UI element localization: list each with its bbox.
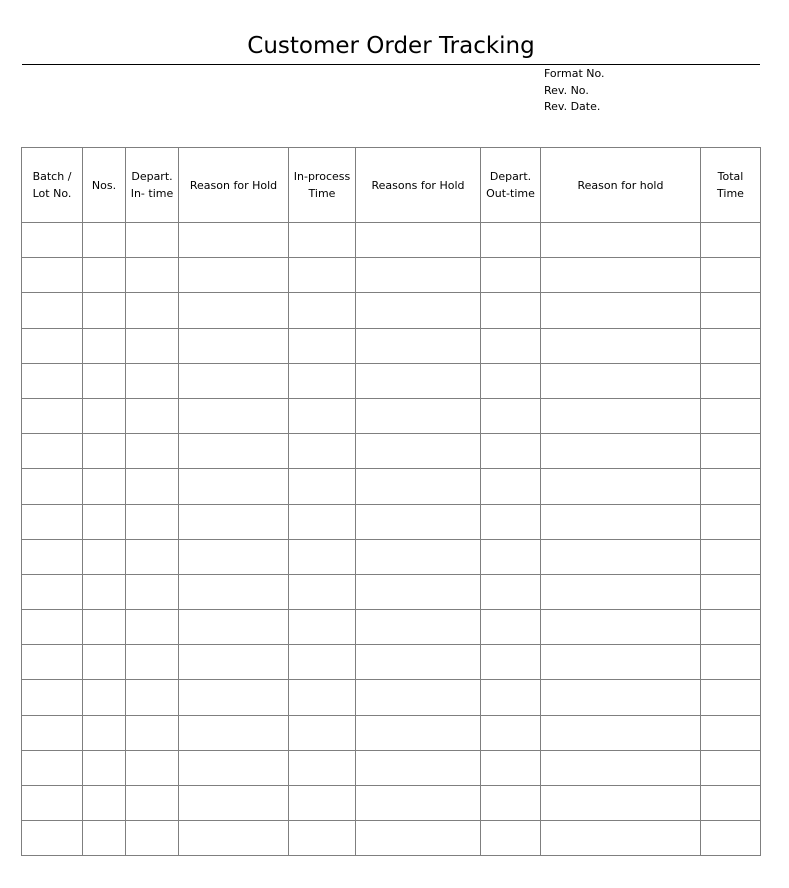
table-cell[interactable] <box>701 398 761 433</box>
table-cell[interactable] <box>179 821 289 856</box>
table-row <box>22 680 761 715</box>
table-cell[interactable] <box>701 363 761 398</box>
table-cell[interactable] <box>22 363 83 398</box>
table-cell[interactable] <box>701 539 761 574</box>
table-cell[interactable] <box>701 680 761 715</box>
table-cell[interactable] <box>22 434 83 469</box>
table-cell[interactable] <box>126 645 179 680</box>
table-cell[interactable] <box>481 680 541 715</box>
table-cell[interactable] <box>126 786 179 821</box>
table-cell[interactable] <box>701 750 761 785</box>
table-cell[interactable] <box>289 328 356 363</box>
column-header-total-time: Total Time <box>701 148 761 223</box>
table-cell[interactable] <box>701 645 761 680</box>
table-cell[interactable] <box>481 258 541 293</box>
table-cell[interactable] <box>289 363 356 398</box>
table-cell[interactable] <box>541 223 701 258</box>
table-cell[interactable] <box>126 715 179 750</box>
table-cell[interactable] <box>356 328 481 363</box>
table-cell[interactable] <box>356 574 481 609</box>
table-cell[interactable] <box>179 786 289 821</box>
table-cell[interactable] <box>126 750 179 785</box>
table-cell[interactable] <box>356 680 481 715</box>
table-cell[interactable] <box>179 293 289 328</box>
table-row <box>22 398 761 433</box>
table-cell[interactable] <box>541 680 701 715</box>
table-cell[interactable] <box>22 750 83 785</box>
table-cell[interactable] <box>126 363 179 398</box>
table-cell[interactable] <box>83 223 126 258</box>
table-cell[interactable] <box>701 574 761 609</box>
table-cell[interactable] <box>179 645 289 680</box>
table-cell[interactable] <box>83 363 126 398</box>
table-cell[interactable] <box>356 293 481 328</box>
table-cell[interactable] <box>83 574 126 609</box>
table-cell[interactable] <box>356 398 481 433</box>
table-cell[interactable] <box>481 750 541 785</box>
table-row <box>22 715 761 750</box>
table-cell[interactable] <box>289 645 356 680</box>
table-cell[interactable] <box>22 504 83 539</box>
table-cell[interactable] <box>83 398 126 433</box>
table-row <box>22 363 761 398</box>
table-cell[interactable] <box>179 398 289 433</box>
rev-date-label: Rev. Date. <box>544 100 601 113</box>
table-cell[interactable] <box>179 363 289 398</box>
table-cell[interactable] <box>701 434 761 469</box>
table-cell[interactable] <box>83 293 126 328</box>
table-cell[interactable] <box>356 610 481 645</box>
table-cell[interactable] <box>126 469 179 504</box>
table-cell[interactable] <box>481 434 541 469</box>
table-cell[interactable] <box>179 504 289 539</box>
table-cell[interactable] <box>179 539 289 574</box>
table-cell[interactable] <box>83 786 126 821</box>
table-cell[interactable] <box>289 469 356 504</box>
table-cell[interactable] <box>701 504 761 539</box>
table-cell[interactable] <box>179 223 289 258</box>
table-cell[interactable] <box>481 539 541 574</box>
table-cell[interactable] <box>83 328 126 363</box>
table-cell[interactable] <box>289 786 356 821</box>
table-cell[interactable] <box>83 258 126 293</box>
table-cell[interactable] <box>22 610 83 645</box>
table-cell[interactable] <box>179 574 289 609</box>
table-cell[interactable] <box>481 469 541 504</box>
table-cell[interactable] <box>356 786 481 821</box>
table-cell[interactable] <box>481 786 541 821</box>
table-cell[interactable] <box>541 645 701 680</box>
table-cell[interactable] <box>289 434 356 469</box>
table-cell[interactable] <box>541 574 701 609</box>
rev-no-label: Rev. No. <box>544 83 589 97</box>
table-cell[interactable] <box>541 786 701 821</box>
table-cell[interactable] <box>126 821 179 856</box>
table-cell[interactable] <box>289 750 356 785</box>
table-cell[interactable] <box>179 680 289 715</box>
table-cell[interactable] <box>701 715 761 750</box>
table-cell[interactable] <box>22 786 83 821</box>
table-cell[interactable] <box>22 539 83 574</box>
table-cell[interactable] <box>289 398 356 433</box>
table-cell[interactable] <box>289 223 356 258</box>
table-row <box>22 469 761 504</box>
table-cell[interactable] <box>481 645 541 680</box>
table-cell[interactable] <box>179 328 289 363</box>
table-row <box>22 645 761 680</box>
table-row <box>22 750 761 785</box>
table-cell[interactable] <box>481 504 541 539</box>
table-cell[interactable] <box>541 293 701 328</box>
table-cell[interactable] <box>356 539 481 574</box>
table-cell[interactable] <box>22 293 83 328</box>
column-header-reasons-for-hold-2: Reasons for Hold <box>356 148 481 223</box>
table-cell[interactable] <box>22 645 83 680</box>
table-cell[interactable] <box>83 469 126 504</box>
table-cell[interactable] <box>22 821 83 856</box>
table-row <box>22 610 761 645</box>
column-header-batch-lot-no: Batch / Lot No. <box>22 148 83 223</box>
table-cell[interactable] <box>481 363 541 398</box>
table-body <box>22 223 761 856</box>
table-cell[interactable] <box>701 786 761 821</box>
table-cell[interactable] <box>289 574 356 609</box>
table-cell[interactable] <box>126 680 179 715</box>
table-cell[interactable] <box>481 821 541 856</box>
table-cell[interactable] <box>541 750 701 785</box>
table-cell[interactable] <box>22 398 83 433</box>
column-header-in-process-time: In-process Time <box>289 148 356 223</box>
table-cell[interactable] <box>289 610 356 645</box>
table-cell[interactable] <box>126 539 179 574</box>
table-cell[interactable] <box>541 469 701 504</box>
table-row <box>22 539 761 574</box>
table-cell[interactable] <box>22 574 83 609</box>
table-cell[interactable] <box>356 363 481 398</box>
table-cell[interactable] <box>481 328 541 363</box>
table-row <box>22 223 761 258</box>
table-cell[interactable] <box>541 821 701 856</box>
column-header-depart-out-time: Depart. Out-time <box>481 148 541 223</box>
table-cell[interactable] <box>126 574 179 609</box>
table-cell[interactable] <box>83 715 126 750</box>
table-cell[interactable] <box>83 504 126 539</box>
order-tracking-table <box>21 147 761 856</box>
table-cell[interactable] <box>83 680 126 715</box>
table-cell[interactable] <box>179 715 289 750</box>
table-cell[interactable] <box>356 715 481 750</box>
table-row <box>22 328 761 363</box>
table-cell[interactable] <box>541 258 701 293</box>
table-cell[interactable] <box>481 223 541 258</box>
table-cell[interactable] <box>179 469 289 504</box>
table-cell[interactable] <box>83 750 126 785</box>
table-cell[interactable] <box>289 715 356 750</box>
table-cell[interactable] <box>541 398 701 433</box>
table-cell[interactable] <box>481 293 541 328</box>
table-cell[interactable] <box>541 328 701 363</box>
table-cell[interactable] <box>22 469 83 504</box>
table-cell[interactable] <box>126 398 179 433</box>
table-cell[interactable] <box>541 539 701 574</box>
document-meta-block <box>544 66 605 116</box>
table-cell[interactable] <box>481 574 541 609</box>
table-cell[interactable] <box>179 258 289 293</box>
table-cell[interactable] <box>22 223 83 258</box>
table-cell[interactable] <box>22 258 83 293</box>
table-row <box>22 786 761 821</box>
table-row <box>22 258 761 293</box>
table-cell[interactable] <box>289 539 356 574</box>
title-divider <box>22 64 760 65</box>
column-header-nos: Nos. <box>83 148 126 223</box>
table-cell[interactable] <box>541 715 701 750</box>
table-cell[interactable] <box>541 363 701 398</box>
column-header-reason-for-hold-3: Reason for hold <box>541 148 701 223</box>
table-cell[interactable] <box>83 645 126 680</box>
column-header-depart-in-time: Depart. In- time <box>126 148 179 223</box>
table-row <box>22 293 761 328</box>
table-cell[interactable] <box>701 469 761 504</box>
table-cell[interactable] <box>126 258 179 293</box>
table-cell[interactable] <box>481 715 541 750</box>
table-cell[interactable] <box>356 223 481 258</box>
table-cell[interactable] <box>541 504 701 539</box>
table-cell[interactable] <box>701 258 761 293</box>
table-cell[interactable] <box>356 258 481 293</box>
column-header-reason-for-hold-1: Reason for Hold <box>179 148 289 223</box>
table-cell[interactable] <box>83 821 126 856</box>
table-cell[interactable] <box>289 680 356 715</box>
table-cell[interactable] <box>541 434 701 469</box>
table-cell[interactable] <box>22 680 83 715</box>
table-header-row <box>22 148 761 223</box>
table-cell[interactable] <box>289 504 356 539</box>
table-row <box>22 821 761 856</box>
document-title: Customer Order Tracking <box>247 33 535 59</box>
table-cell[interactable] <box>126 434 179 469</box>
table-row <box>22 504 761 539</box>
table-cell[interactable] <box>126 223 179 258</box>
table-cell[interactable] <box>83 434 126 469</box>
table-cell[interactable] <box>22 715 83 750</box>
table-cell[interactable] <box>701 223 761 258</box>
table-row <box>22 434 761 469</box>
table-cell[interactable] <box>356 469 481 504</box>
table-cell[interactable] <box>701 610 761 645</box>
table-cell[interactable] <box>179 434 289 469</box>
table-cell[interactable] <box>179 750 289 785</box>
table-cell[interactable] <box>356 750 481 785</box>
format-no-label: Format No. <box>544 67 605 80</box>
table-cell[interactable] <box>126 504 179 539</box>
table-cell[interactable] <box>356 821 481 856</box>
table-cell[interactable] <box>541 610 701 645</box>
table-cell[interactable] <box>126 610 179 645</box>
table-cell[interactable] <box>289 293 356 328</box>
table-cell[interactable] <box>481 610 541 645</box>
table-cell[interactable] <box>701 328 761 363</box>
table-cell[interactable] <box>83 539 126 574</box>
table-cell[interactable] <box>701 821 761 856</box>
table-cell[interactable] <box>289 821 356 856</box>
table-cell[interactable] <box>289 258 356 293</box>
table-cell[interactable] <box>22 328 83 363</box>
table-cell[interactable] <box>126 328 179 363</box>
table-cell[interactable] <box>356 645 481 680</box>
table-cell[interactable] <box>179 610 289 645</box>
table-cell[interactable] <box>356 434 481 469</box>
table-row <box>22 574 761 609</box>
table-cell[interactable] <box>83 610 126 645</box>
table-cell[interactable] <box>126 293 179 328</box>
table-cell[interactable] <box>701 293 761 328</box>
table-cell[interactable] <box>481 398 541 433</box>
table-cell[interactable] <box>356 504 481 539</box>
